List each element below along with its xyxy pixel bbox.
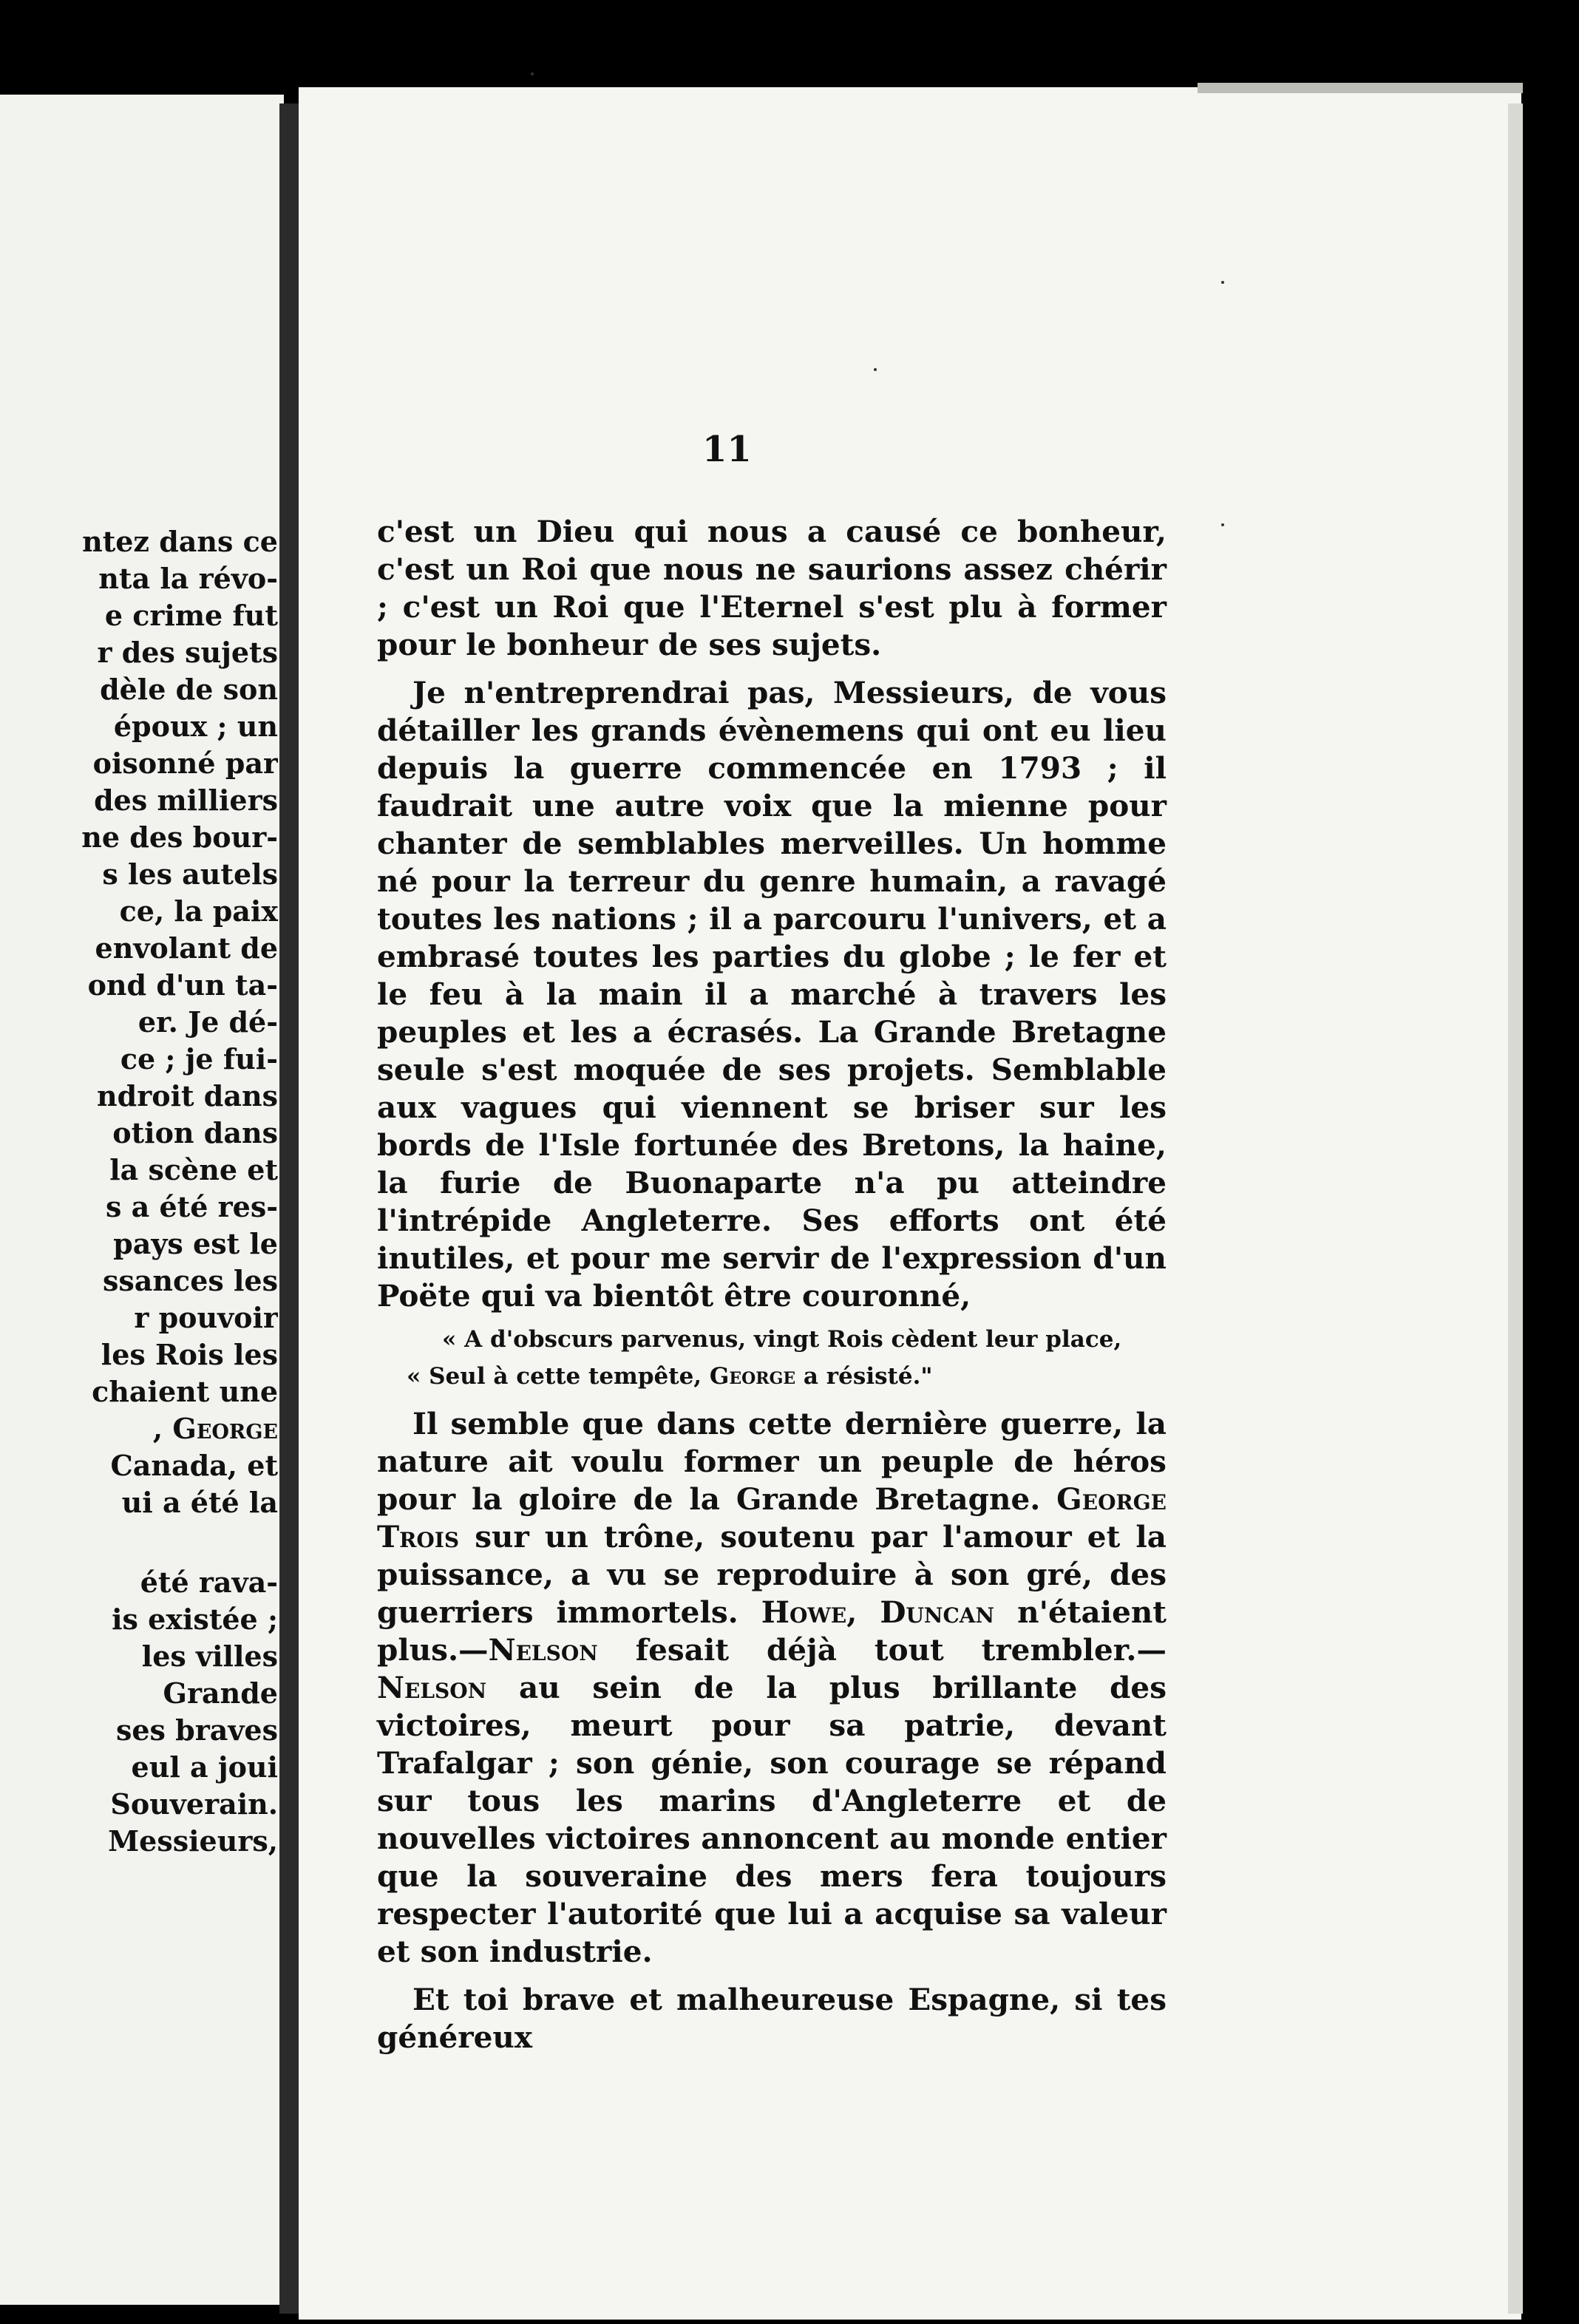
- left-line: r pouvoir: [134, 1301, 278, 1334]
- page-number: 11: [702, 429, 752, 470]
- paragraph-text: fesait déjà tout trembler.—: [597, 1632, 1167, 1668]
- left-line: ond d'un ta-: [87, 968, 278, 1002]
- left-line: , George: [152, 1412, 278, 1445]
- left-line: été rava-: [140, 1566, 278, 1599]
- left-line: pays est le: [113, 1227, 278, 1260]
- paragraph: c'est un Dieu qui nous a causé ce bonheur, c'est un Roi que nous ne saurions assez chérir ; c'est un Roi que l'Eternel s'est plu à former pour le bonheur de ses sujets.: [377, 514, 1167, 662]
- left-line: la scène et: [109, 1153, 278, 1186]
- left-line: époux ; un: [113, 710, 278, 743]
- paragraph: Et toi brave et malheureuse Espagne, si tes généreux: [377, 1982, 1167, 2055]
- left-line: is existée ;: [112, 1603, 278, 1636]
- left-line: ne des bour-: [81, 820, 278, 854]
- paragraph-text: Il semble que dans cette dernière guerre, la nature ait voulu former un peuple de héros pour la gloire de la Grande Bretagne.: [377, 1406, 1167, 1517]
- left-line: nta la révo-: [98, 562, 278, 595]
- left-line: ntez dans ce: [82, 525, 278, 558]
- left-line: s a été res-: [106, 1190, 278, 1223]
- dust-speck: [531, 72, 534, 75]
- left-line: les villes: [141, 1640, 278, 1673]
- left-line: les Rois les: [101, 1338, 278, 1371]
- left-page-text: [0, 523, 278, 1860]
- left-line: eul a joui: [131, 1750, 278, 1784]
- left-line: otion dans: [112, 1116, 278, 1149]
- left-line: s les autels: [102, 857, 278, 891]
- king-name: George Trois: [377, 1481, 1167, 1555]
- verse-quote: [407, 1321, 1167, 1395]
- page-top-edge: [1198, 83, 1523, 93]
- paragraph-text: sur un trône, soutenu par l'amour et la puissance, a vu se reproduire à son gré, des guerriers immortels.: [377, 1519, 1167, 1630]
- paragraph: [377, 1405, 1167, 1971]
- paragraph: [377, 674, 1167, 1395]
- paragraph-text: au sein de la plus brillante des victoires, meurt pour sa patrie, devant Trafalgar ; son génie, son courage se répand sur tous les marins d'Angleterre et de nouvelles victoires annoncent au monde entier que la souveraine des mers fera toujours respecter l'autorité que lui a acquise sa valeur et son industrie.: [377, 1670, 1167, 1969]
- quote-name: George: [709, 1363, 796, 1390]
- admirals-names: Howe, Duncan: [761, 1594, 995, 1630]
- quote-line: « A d'obscurs parvenus, vingt Rois cèdent leur place,: [442, 1326, 1122, 1353]
- admiral-name: Nelson: [488, 1632, 598, 1668]
- quote-line-end: a résisté.": [795, 1363, 933, 1390]
- dust-speck: [1221, 523, 1224, 526]
- left-line: des milliers: [94, 784, 278, 817]
- left-line: Canada, et: [110, 1449, 278, 1482]
- left-line: envolant de: [95, 931, 278, 965]
- left-line: ce, la paix: [119, 894, 278, 928]
- quote-line: « Seul à cette tempête,: [407, 1363, 710, 1390]
- left-line: chaient une: [92, 1375, 278, 1408]
- left-line: Messieurs,: [108, 1824, 278, 1858]
- left-line: er. Je dé-: [137, 1005, 278, 1039]
- left-line: ses braves: [115, 1713, 278, 1747]
- page-edge: [1508, 103, 1523, 2314]
- left-line: ui a été la: [121, 1486, 278, 1519]
- left-line: e crime fut: [104, 599, 278, 632]
- left-line: ndroit dans: [97, 1079, 278, 1112]
- paragraph-text: n'étaient plus.—: [377, 1594, 1167, 1668]
- left-line: dèle de son: [100, 673, 278, 706]
- admiral-name: Nelson: [377, 1670, 487, 1705]
- dust-speck: [1221, 281, 1224, 284]
- paragraph-text: Je n'entreprendrai pas, Messieurs, de vous détailler les grands évènemens qui ont eu lieu depuis la guerre commencée en 1793 ; il faudrait une autre voix que la mienne pour chanter de semblables merveilles. Un homme né pour la terreur du genre humain, a ravagé toutes les nations ; il a parcouru l'univers, et a embrasé toutes les parties du globe ; le fer et le feu à la main il a marché à travers les peuples et les a écrasés. La Grande Bretagne seule s'est moquée de ses projets. Semblable aux vagues qui viennent se briser sur les bords de l'Isle fortunée des Bretons, la haine, la furie de Buonaparte n'a pu atteindre l'intrépide Angleterre. Ses efforts ont été inutiles, et pour me servir de l'expression d'un Poëte qui va bientôt être couronné,: [377, 675, 1167, 1314]
- left-line: r des sujets: [97, 636, 278, 669]
- dust-speck: [874, 368, 877, 371]
- page-body: [377, 513, 1167, 2067]
- left-line: oisonné par: [92, 747, 278, 780]
- left-line: ssances les: [103, 1264, 278, 1297]
- left-line: ce ; je fui-: [120, 1042, 278, 1076]
- paragraph-gap: [0, 1521, 278, 1564]
- left-line: Souverain.: [110, 1787, 278, 1821]
- book-gutter: [279, 103, 299, 2314]
- left-line: Grande: [163, 1676, 278, 1710]
